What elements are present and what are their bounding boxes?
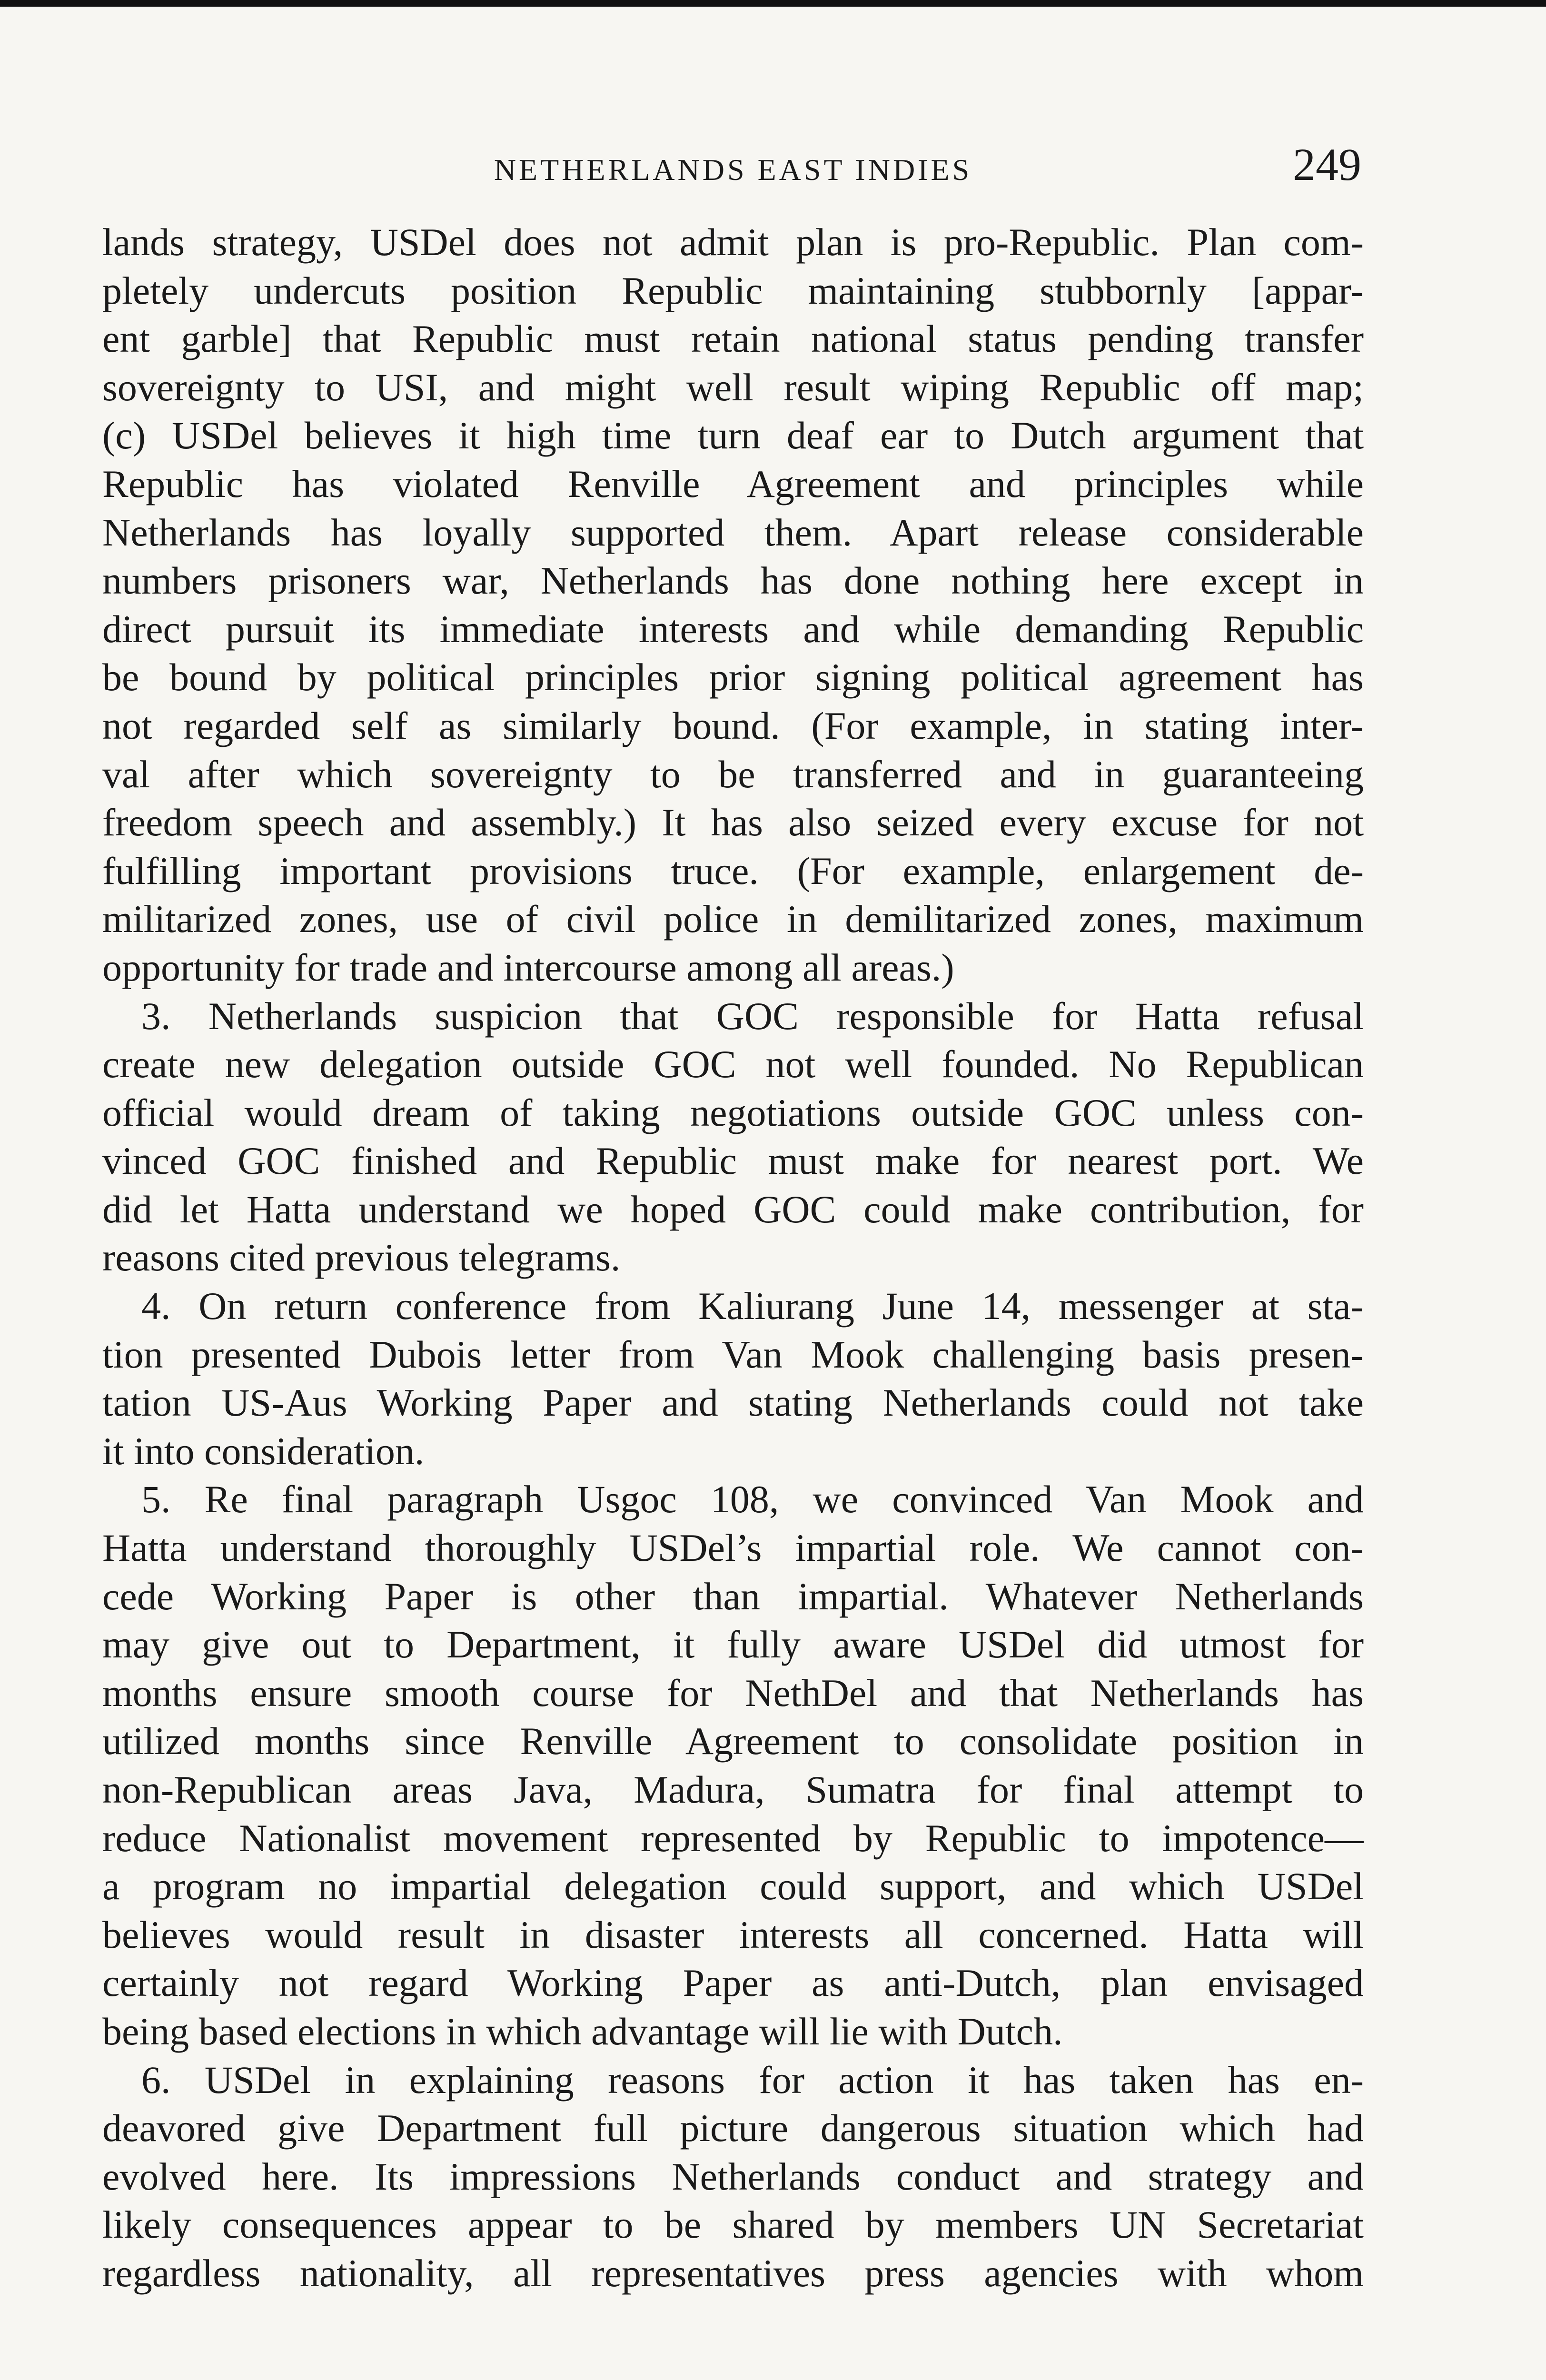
text-line: months ensure smooth course for NethDel and that Netherlands has (102, 1671, 1364, 1715)
text-line: militarized zones, use of civil police in demilitarized zones, maximum (102, 897, 1364, 941)
text-line: official would dream of taking negotiations outside GOC unless con- (102, 1091, 1364, 1134)
paragraph-6-start: 6. USDel in explaining reasons for action it has taken has en- (141, 2058, 1364, 2102)
text-line: evolved here. Its impressions Netherlands conduct and strategy and (102, 2154, 1364, 2198)
text-line: tation US-Aus Working Paper and stating Netherlands could not take (102, 1381, 1364, 1425)
text-line: a program no impartial delegation could support, and which USDel (102, 1864, 1364, 1908)
text-line: lands strategy, USDel does not admit plan is pro-Republic. Plan com- (102, 220, 1364, 264)
text-line: believes would result in disaster interests all concerned. Hatta will (102, 1913, 1364, 1956)
text-line: Netherlands has loyally supported them. Apart release considerable (102, 510, 1364, 554)
text-line: vinced GOC finished and Republic must make for nearest port. We (102, 1139, 1364, 1183)
top-edge-rule (0, 0, 1546, 7)
body-text (102, 218, 1364, 2298)
running-head: NETHERLANDS EAST INDIES (494, 153, 972, 187)
text-line: opportunity for trade and intercourse among all areas.) (102, 945, 954, 989)
text-line: be bound by political principles prior signing political agreement has (102, 655, 1364, 699)
text-line: utilized months since Renville Agreement to consolidate position in (102, 1719, 1364, 1763)
text-line: (c) USDel believes it high time turn deaf ear to Dutch argument that (102, 414, 1364, 457)
text-line: reduce Nationalist movement represented by Republic to impotence— (102, 1816, 1364, 1860)
page-number: 249 (1293, 139, 1361, 190)
text-line: Hatta understand thoroughly USDel’s impartial role. We cannot con- (102, 1526, 1364, 1570)
text-line: non-Republican areas Java, Madura, Sumatra for final attempt to (102, 1768, 1364, 1811)
page-header (105, 133, 1361, 190)
text-line: tion presented Dubois letter from Van Mook challenging basis presen- (102, 1332, 1364, 1376)
text-line: reasons cited previous telegrams. (102, 1236, 621, 1279)
text-line: Republic has violated Renville Agreement and principles while (102, 462, 1364, 506)
text-line: sovereignty to USI, and might well result wiping Republic off map; (102, 365, 1364, 409)
text-line: freedom speech and assembly.) It has also seized every excuse for not (102, 801, 1364, 844)
text-line: ent garble] that Republic must retain national status pending transfer (102, 317, 1364, 361)
text-line: not regarded self as similarly bound. (For example, in stating inter- (102, 704, 1364, 747)
text-line: val after which sovereignty to be transferred and in guaranteeing (102, 752, 1364, 796)
text-line: pletely undercuts position Republic maintaining stubbornly [appar- (102, 268, 1364, 312)
text-line: likely consequences appear to be shared by members UN Secretariat (102, 2203, 1364, 2247)
text-line: numbers prisoners war, Netherlands has done nothing here except in (102, 559, 1364, 603)
text-line: deavored give Department full picture dangerous situation which had (102, 2106, 1364, 2150)
text-line: regardless nationality, all representatives press agencies with whom (102, 2251, 1364, 2295)
text-line: may give out to Department, it fully aware USDel did utmost for (102, 1623, 1364, 1666)
paragraph-4-start: 4. On return conference from Kaliurang June 14, messenger at sta- (141, 1284, 1364, 1328)
text-line: direct pursuit its immediate interests and while demanding Republic (102, 607, 1364, 651)
text-line: create new delegation outside GOC not well founded. No Republican (102, 1042, 1364, 1086)
text-line: fulfilling important provisions truce. (For example, enlargement de- (102, 849, 1364, 892)
text-line: it into consideration. (102, 1429, 425, 1473)
text-line: did let Hatta understand we hoped GOC could make contribution, for (102, 1187, 1364, 1231)
paragraph-5-start: 5. Re final paragraph Usgoc 108, we convinced Van Mook and (141, 1478, 1364, 1521)
text-line: being based elections in which advantage will lie with Dutch. (102, 2009, 1063, 2053)
text-line: cede Working Paper is other than impartial. Whatever Netherlands (102, 1574, 1364, 1618)
text-line: certainly not regard Working Paper as anti-Dutch, plan envisaged (102, 1961, 1364, 2005)
paragraph-3-start: 3. Netherlands suspicion that GOC responsible for Hatta refusal (141, 994, 1364, 1038)
